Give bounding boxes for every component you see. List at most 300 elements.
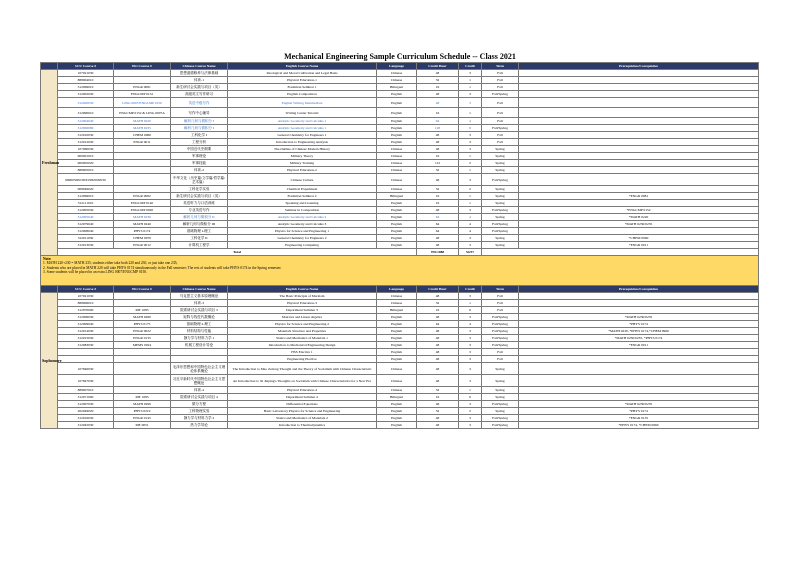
pitt-course-cell: PHYS 0175 [114,321,171,328]
curriculum-table [40,62,759,429]
chinese-name-cell: 英语听力与口语训练 [171,200,228,207]
language-cell: Chinese [377,375,417,387]
column-header: Credit Hour [417,286,459,293]
language-cell: English [377,139,417,146]
chinese-name-cell: 专业英语写作 [171,207,228,214]
language-cell: Bilingual [377,193,417,200]
column-header: Term [482,286,519,293]
scu-course-cell: 312007030 [58,401,114,408]
year-header-cell [41,286,58,293]
english-name-cell: Matrices and Linear Algebra [228,314,377,321]
scu-course-cell: 107021030 [58,70,114,77]
prereq-cell: *PHYS 0174 [519,408,759,415]
prereq-cell [519,228,759,235]
prereq-cell [519,186,759,193]
term-cell: Spring [482,394,519,401]
prereq-cell [519,146,759,153]
credit-hour-cell: 64 [417,214,459,221]
language-cell: English [377,207,417,214]
term-cell: Fall [482,139,519,146]
prereq-cell [519,356,759,363]
chinese-name-cell: 军事技能 [171,160,228,167]
pitt-course-cell: ENGCMP 0020 [114,207,171,214]
term-cell: Fall/Spring [482,174,519,186]
english-name-cell: Physics for Science and Engineering 1 [228,228,377,235]
term-cell: Fall/Spring [482,335,519,342]
column-header: Language [377,286,417,293]
pitt-course-cell: LING 0007/ENGCMP 0150 [114,98,171,108]
language-cell: English [377,200,417,207]
language-cell: Chinese [377,70,417,77]
language-cell: Bilingual [377,394,417,401]
document-title: Mechanical Engineering Sample Curriculum Schedule -- Class 2021 [284,52,516,61]
term-cell: Spring [482,242,519,249]
chinese-name-cell: 思想道德修养与法律基础 [171,70,228,77]
credit-cell: 1 [459,77,482,84]
chinese-name-cell: 体育-2 [171,167,228,174]
course-row [41,139,759,146]
language-cell: English [377,132,417,139]
language-cell: Chinese [377,174,417,186]
term-cell: Fall [482,300,519,307]
prereq-cell [519,200,759,207]
credit-cell: 2 [459,160,482,167]
language-cell: Chinese [377,186,417,193]
scu-course-cell: 107060030 [58,146,114,153]
term-cell: Spring [482,235,519,242]
credit-hour-cell: 32 [417,408,459,415]
english-name-cell: An Introduction to Xi Jinping's Thoughts on Socialism with Chinese Characteristics for a New Era [228,375,377,387]
total-row [41,249,759,256]
credit-cell: 4 [459,214,482,221]
term-cell: Fall/Spring [482,228,519,235]
credit-cell: 3 [459,146,482,153]
term-cell: Spring [482,200,519,207]
credit-cell: 3 [459,314,482,321]
credit-cell: 3 [459,132,482,139]
chinese-name-cell: 中国近代史纲要 [171,146,228,153]
english-name-cell: Department Seminar 4 [228,394,377,401]
prereq-cell [519,300,759,307]
prereq-cell [519,394,759,401]
english-name-cell: Physical Education-4 [228,387,377,394]
prereq-cell: *ENGR 0011 [519,242,759,249]
credit-cell: 1 [459,387,482,394]
credit-cell: 3 [459,335,482,342]
language-cell: English [377,214,417,221]
course-row [41,293,759,300]
year-label: Freshman [41,70,58,256]
credit-cell: 3 [459,363,482,375]
language-cell: English [377,356,417,363]
term-cell: Spring [482,214,519,221]
column-header: Chinese Course Name [171,63,228,70]
english-name-cell: Chemical Experiment [228,186,377,193]
english-name-cell: HSS Elective 1 [228,349,377,356]
chinese-name-cell: 体育-3 [171,300,228,307]
term-cell: Fall/Spring [482,342,519,349]
chinese-name-cell: 马克思主义基本原理概论 [171,293,228,300]
english-name-cell: Military Theory [228,153,377,160]
chinese-name-cell: 静力学与材料力学 1 [171,335,228,342]
scu-course-cell: 900001010 [58,153,114,160]
prereq-cell: *MATH 0230/0235 [519,221,759,228]
english-name-cell: English Composition [228,91,377,98]
scu-course-cell: 312009040 [58,321,114,328]
term-cell: Fall [482,349,519,356]
english-name-cell: Engineering Computing [228,242,377,249]
credit-cell: 1 [459,200,482,207]
pitt-course-cell [114,293,171,300]
pitt-course-cell [114,160,171,167]
term-cell: Fall/Spring [482,422,519,429]
english-name-cell: Chinese Culture [228,174,377,186]
chinese-name-cell: 微分方程 [171,401,228,408]
course-row [41,342,759,349]
language-cell: Chinese [377,293,417,300]
pitt-course-cell: CHEM 0960 [114,132,171,139]
pitt-course-cell: ENGR 0135 [114,335,171,342]
credit-cell: 3 [459,375,482,387]
scu-course-cell: 312083030 [58,342,114,349]
english-name-cell: Writing Center Tutorial [228,108,377,118]
credit-cell: 1 [459,193,482,200]
term-cell: Fall/Spring [482,401,519,408]
column-header: Prerequisites/Corequisites [519,63,759,70]
term-cell: Fall [482,356,519,363]
course-row [41,160,759,167]
pitt-course-cell [114,387,171,394]
term-cell: Spring [482,193,519,200]
chinese-name-cell: 解析几何与微积分 II [171,214,228,221]
english-name-cell: Department Seminar 3 [228,307,377,314]
english-name-cell: Speaking and Listening [228,200,377,207]
english-name-cell: Physical Education-1 [228,77,377,84]
pitt-course-cell [114,153,171,160]
chinese-name-cell: 工科化学 I [171,132,228,139]
chinese-name-cell: 体育-4 [171,387,228,394]
course-row [41,387,759,394]
note-line: 2. Students who are placed in MATH 220 will take PHYS 0174 simultaneously in the Fall semester; The rest of students will take PHYS 0174 in the Spring semester; [43,265,282,270]
credit-cell: 4 [459,321,482,328]
credit-hour-cell: 32 [417,167,459,174]
term-cell: Fall [482,118,519,125]
chinese-name-cell: 高级英文写作研习 [171,91,228,98]
scu-course-cell: 888004010 [58,77,114,84]
chinese-name-cell [171,349,228,356]
chinese-name-cell: 机械工程设计导论 [171,342,228,349]
credit-hour-cell: 32 [417,186,459,193]
scu-course-cell [58,356,114,363]
english-name-cell: The Introduction to Mao Zedong Thought and the Theory of Socialism with Chinese Characteristic [228,363,377,375]
pitt-course-cell: ENGR 0082 [114,193,171,200]
credit-hour-cell: 48 [417,70,459,77]
column-header: SCU Course # [58,286,114,293]
total-credit: 54/57 [459,249,482,256]
chinese-name-cell: 英语中级写作 [171,98,228,108]
scu-course-cell: 312069010 [58,84,114,91]
scu-course-cell: 999005000/003/006/008/030 [58,174,114,186]
language-cell: Chinese [377,77,417,84]
credit-cell: 3 [459,328,482,335]
credit-cell: 1 [459,167,482,174]
credit-hour-cell: 16 [417,193,459,200]
chinese-name-cell: 解析几何与微积分 I [171,125,228,132]
credit-hour-cell: 32 [417,77,459,84]
scu-course-cell: 312005040 [58,214,114,221]
course-row [41,300,759,307]
english-name-cell: Analytic Geometry and Calculus 1 [228,125,377,132]
pitt-course-cell: ENGR 0081 [114,84,171,91]
pitt-course-cell: MATH 0235 [114,125,171,132]
prereq-cell [519,307,759,314]
chinese-name-cell [171,356,228,363]
column-header: English Course Name [228,286,377,293]
credit-cell: 3 [459,349,482,356]
notes-cell [41,256,759,286]
pitt-course-cell [114,174,171,186]
credit-hour-cell: 16 [417,200,459,207]
chinese-name-cell: 基础物理 2-理工 [171,321,228,328]
language-cell: English [377,221,417,228]
english-name-cell: Analytic Geometry and Calculus 1 [228,118,377,125]
chinese-name-cell: 解析几何与微积分 III [171,221,228,228]
scu-course-cell: 312111010 [58,200,114,207]
course-row [41,146,759,153]
english-name-cell: Freshman Seminar 2 [228,193,377,200]
pitt-course-cell [114,363,171,375]
credit-cell: 2 [459,186,482,193]
pitt-course-cell: PHYS 0174 [114,228,171,235]
scu-course-cell: 312011030 [58,235,114,242]
credit-cell: 1 [459,108,482,118]
year-header-cell [41,63,58,70]
credit-hour-cell: 48 [417,235,459,242]
english-name-cell: Physical Education-2 [228,167,377,174]
column-header: Chinese Course Name [171,286,228,293]
language-cell: Chinese [377,300,417,307]
pitt-course-cell: ENGCMP 0152 [114,91,171,98]
language-cell: English [377,125,417,132]
language-cell: English [377,335,417,342]
term-cell: Fall [482,70,519,77]
term-cell: Fall/Spring [482,328,519,335]
english-name-cell: Ideological and Moral Cultivation and Legal Basis [228,70,377,77]
scu-course-cell: 312016030 [58,415,114,422]
course-row [41,132,759,139]
term-cell: Fall [482,307,519,314]
term-cell: Fall [482,132,519,139]
pitt-course-cell: ME 1085 [114,307,171,314]
year-label: Sophomore [41,293,58,429]
pitt-course-cell [114,186,171,193]
credit-hour-cell: 64 [417,221,459,228]
pitt-course-cell: ENGR 0011 [114,139,171,146]
course-row [41,221,759,228]
course-row [41,108,759,118]
prereq-cell: *MATH 0230/0235, *PHYS 0174 [519,335,759,342]
course-row [41,363,759,375]
prereq-cell [519,118,759,125]
term-cell: Fall/Spring [482,321,519,328]
course-row [41,321,759,328]
pitt-course-cell: ME 1085 [114,394,171,401]
course-row [41,91,759,98]
prereq-cell: *PHYS 0174 [519,321,759,328]
credit-hour-cell: 48 [417,293,459,300]
column-header: Credit [459,286,482,293]
course-row [41,118,759,125]
language-cell: Chinese [377,153,417,160]
english-name-cell: Physical Education-3 [228,300,377,307]
language-cell: English [377,401,417,408]
credit-hour-cell: 48 [417,375,459,387]
course-row [41,242,759,249]
credit-cell: 3 [459,174,482,186]
credit-hour-cell: 48 [417,335,459,342]
credit-hour-cell: 48 [417,422,459,429]
credit-cell: 0 [459,394,482,401]
prereq-cell [519,167,759,174]
credit-cell: 3 [459,91,482,98]
term-cell: Fall/Spring [482,221,519,228]
notes-heading: Note: [43,257,52,261]
pitt-course-cell: MEMS 0024 [114,342,171,349]
pitt-course-cell: ENGR 0012 [114,242,171,249]
scu-course-cell: 888006010 [58,300,114,307]
pitt-course-cell: ME 0051 [114,422,171,429]
scu-course-cell: 312006080 [58,125,114,132]
course-row [41,314,759,321]
credit-hour-cell: 16 [417,153,459,160]
column-header: Credit [459,63,482,70]
credit-cell: 3 [459,422,482,429]
scu-course-cell: 312004040 [58,118,114,125]
credit-hour-cell: 64 [417,228,459,235]
scu-course-cell: 908049020 [58,186,114,193]
pitt-course-cell [114,77,171,84]
prereq-cell [519,91,759,98]
prereq-cell: *ENGR 0081 [519,193,759,200]
scu-course-cell: 312014030 [58,328,114,335]
chinese-name-cell: 新生研讨会实践与项目（英） [171,84,228,91]
term-cell: Fall/Spring [482,207,519,214]
pitt-course-cell [114,375,171,387]
scu-course-cell: 107847030 [58,375,114,387]
prereq-cell [519,132,759,139]
language-cell: English [377,242,417,249]
course-row [41,415,759,422]
scu-course-cell: 312070000 [58,307,114,314]
course-row [41,394,759,401]
credit-cell: 1 [459,153,482,160]
chinese-name-cell: 写作中心辅导 [171,108,228,118]
english-name-cell: Materials Structure and Properties [228,328,377,335]
language-cell: English [377,235,417,242]
pitt-course-cell: MATH 0290 [114,401,171,408]
prereq-cell [519,153,759,160]
language-cell: English [377,349,417,356]
scu-course-cell: 312002030 [58,91,114,98]
prereq-cell [519,108,759,118]
term-cell: Spring [482,363,519,375]
language-cell: English [377,422,417,429]
term-cell: Spring [482,153,519,160]
credit-cell: 3 [459,356,482,363]
language-cell: English [377,91,417,98]
english-name-cell: Seminar in Composition [228,207,377,214]
credit-cell: 3 [459,415,482,422]
credit-cell: 4 [459,221,482,228]
column-header: Prerequisites/Corequisites [519,286,759,293]
column-header: Credit Hour [417,63,459,70]
english-name-cell: Basic Laboratory Physics for Science and Engineering [228,408,377,415]
scu-course-cell: 312015030 [58,335,114,342]
term-cell: Spring [482,387,519,394]
language-cell: English [377,408,417,415]
prereq-cell: *CHEM 0960 [519,235,759,242]
pitt-course-cell [114,146,171,153]
scu-course-cell: 312020030 [58,98,114,108]
prereq-cell: *MATH 0220 [519,214,759,221]
language-cell: Bilingual [377,84,417,91]
credit-hour-cell: 48 [417,139,459,146]
language-cell: English [377,328,417,335]
credit-hour-cell: 48 [417,328,459,335]
chinese-name-cell: 工程分析 [171,139,228,146]
pitt-course-cell [114,349,171,356]
english-name-cell: Engineering Elective [228,356,377,363]
credit-hour-cell: 48 [417,356,459,363]
pitt-course-cell: ENGR 0145 [114,415,171,422]
pitt-course-cell: ENGCMP 0152 & LING 0007A [114,108,171,118]
course-row [41,200,759,207]
note-line: 3. Some students will be placed in an extra LING 0007/ENGCMP 0150. [43,269,147,274]
course-row [41,167,759,174]
course-row [41,193,759,200]
scu-course-cell: 312071000 [58,394,114,401]
english-name-cell: Statics and Mechanics of Materials 2 [228,415,377,422]
credit-hour-cell: 16 [417,394,459,401]
chinese-name-cell: 工科化学实验 [171,186,228,193]
english-name-cell: Analytic Geometry and Calculus 3 [228,221,377,228]
english-name-cell: Introduction to Mechanical Engineering Design [228,342,377,349]
credit-cell: 3 [459,293,482,300]
credit-hour-cell: 48 [417,314,459,321]
credit-hour-cell: 48 [417,146,459,153]
course-row [41,214,759,221]
language-cell: English [377,118,417,125]
credit-cell: 3 [459,242,482,249]
note-line: 1. MATH 220+230 = MATH 235, students either take both 220 and 230, or just take one 235; [43,261,178,266]
term-cell: Spring [482,167,519,174]
credit-cell: 4 [459,228,482,235]
prereq-cell [519,84,759,91]
prereq-cell [519,98,759,108]
course-row [41,125,759,132]
credit-hour-cell: 32 [417,387,459,394]
total-hours: 976/1088 [417,249,459,256]
course-row [41,401,759,408]
scu-course-cell: 312006030 [58,314,114,321]
scu-course-cell: 202049020 [58,408,114,415]
pitt-course-cell: ENGR 0022 [114,328,171,335]
scu-course-cell: 107021030 [58,293,114,300]
credit-cell: 3 [459,98,482,108]
language-cell: English [377,415,417,422]
pitt-course-cell: MATH 0240 [114,221,171,228]
language-cell: English [377,314,417,321]
